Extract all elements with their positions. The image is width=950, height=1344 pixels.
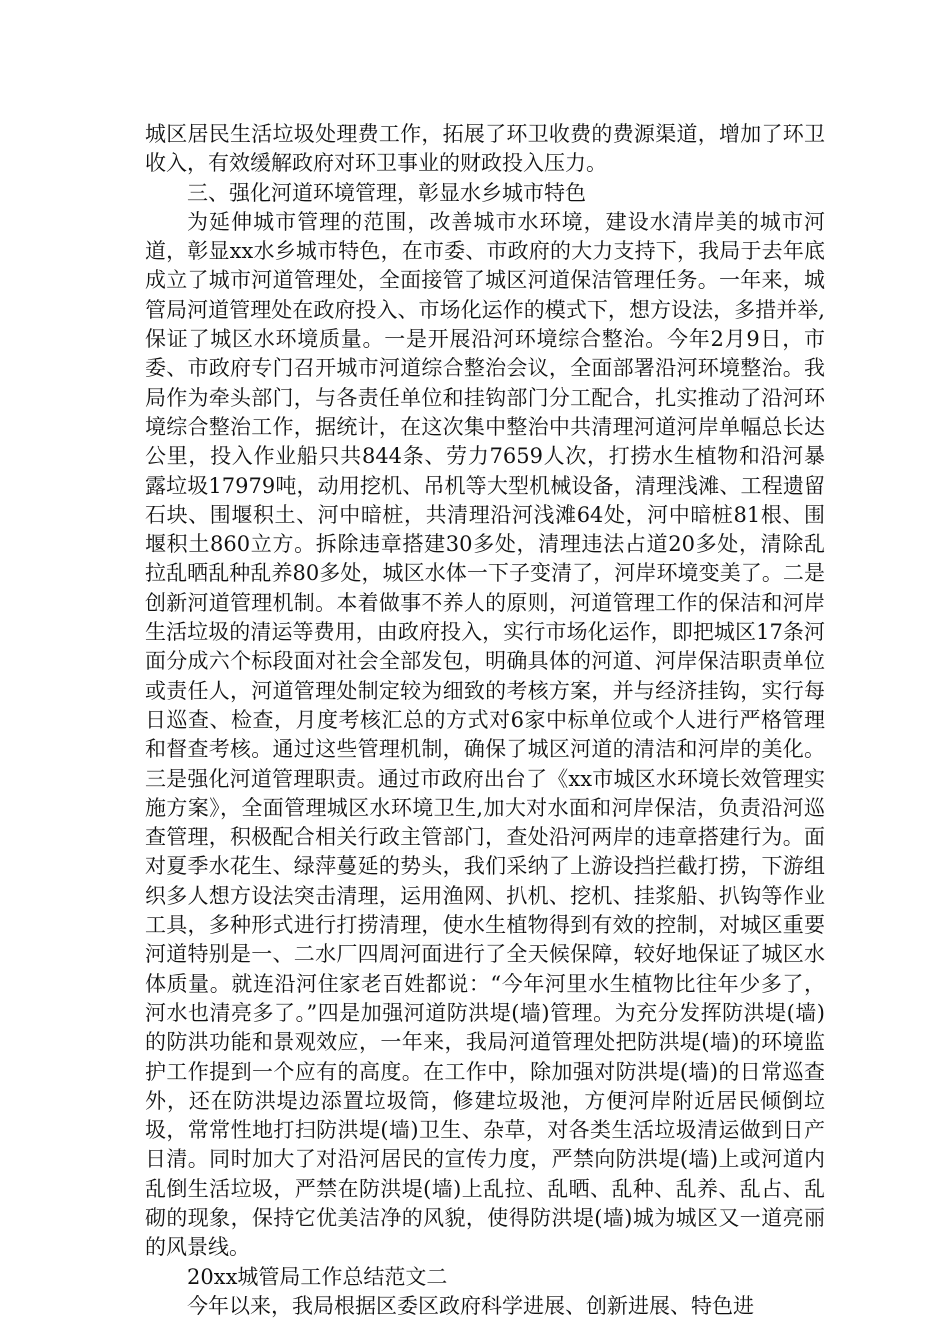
paragraph-intro: 今年以来，我局根据区委区政府科学进展、创新进展、特色进 [187,1293,754,1318]
paragraph-body: 为延伸城市管理的范围，改善城市水环境，建设水清岸美的城市河道，彰显xx水乡城市特色，在市委、市政府的大力支持下，我局于去年底成立了城市河道管理处，全面接管了城区河道保洁管理任务。一年来，城管局河道管理处在政府投入、市场化运作的模式下，想方设法，多措并举,保证了城区水环境质量。一是开展沿河环境综合整治。今年2月9日，市委、市政府专门召开城市河道综合整治会议，全面部署沿河环境整治。我局作为牵头部门，与各责任单位和挂钩部门分工配合，扎实推动了沿河环境综合整治工作，据统计，在这次集中整治中共清理河道河岸单幅总长达公里，投入作业船只共844条、劳力7659人次，打捞水生植物和沿河暴露垃圾17979吨，动用挖机、吊机等大型机械设备，清理浅滩、工程遗留石块、围堰积土、河中暗桩，共清理沿河浅滩64处，河中暗桩81根、围堰积土860立方。拆除违章搭建30多处，清理违法占道20多处，清除乱拉乱晒乱种乱养80多处，城区水体一下子变清了，河岸环境变美了。二是创新河道管理机制。本着做事不养人的原则，河道管理工作的保洁和河岸生活垃圾的清运等费用，由政府投入，实行市场化运作，即把城区17条河面分成六个标段面对社会全部发包，明确具体的河道、河岸保洁职责单位或责任人，河道管理处制定较为细致的考核方案，并与经济挂钩，实行每日巡查、检查，月度考核汇总的方式对6家中标单位或个人进行严格管理和督查考核。通过这些管理机制，确保了城区河道的清洁和河岸的美化。三是强化河道管理职责。通过市政府出台了《xx市城区水环境长效管理实施方案》，全面管理城区水环境卫生,加大对水面和河岸保洁，负责沿河巡查管理，积极配合相关行政主管部门，查处沿河两岸的违章搭建行为。面对夏季水花生、绿萍蔓延的势头，我们采纳了上游设挡拦截打捞，下游组织多人想方设法突击清理，运用渔网、扒机、挖机、挂浆船、扒钩等作业工具，多种形式进行打捞清理，使水生植物得到有效的控制，对城区重要河道特别是一、二水厂四周河面进行了全天候保障，较好地保证了城区水体质量。就连沿河住家老百姓都说：“今年河里水生植物比往年少多了，河水也清亮多了。”四是加强河道防洪堤(墙)管理。为充分发挥防洪堤(墙)的防洪功能和景观效应，一年来，我局河道管理处把防洪堤(墙)的环境监护工作提到一个应有的高度。在工作中，除加强对防洪堤(墙)的日常巡查外，还在防洪堤边添置垃圾筒，修建垃圾池，方便河岸附近居民倾倒垃圾，常常性地打扫防洪堤(墙)卫生、杂草，对各类生活垃圾清运做到日产日清。同时加大了对沿河居民的宣传力度，严禁向防洪堤(墙)上或河道内乱倒生活垃圾，严禁在防洪堤(墙)上乱拉、乱晒、乱种、乱养、乱占、乱砌的现象，保持它优美洁净的风貌，使得防洪堤(墙)城为城区又一道亮丽的风景线。 [145,209,825,1260]
section-heading: 三、强化河道环境管理，彰显水乡城市特色 [187,180,586,205]
document-page [145,120,825,1321]
paragraph-continuation: 城区居民生活垃圾处理费工作，拓展了环卫收费的费源渠道，增加了环卫收入，有效缓解政府对环卫事业的财政投入压力。 [145,122,825,176]
document-title: 20xx城管局工作总结范文二 [187,1264,448,1289]
